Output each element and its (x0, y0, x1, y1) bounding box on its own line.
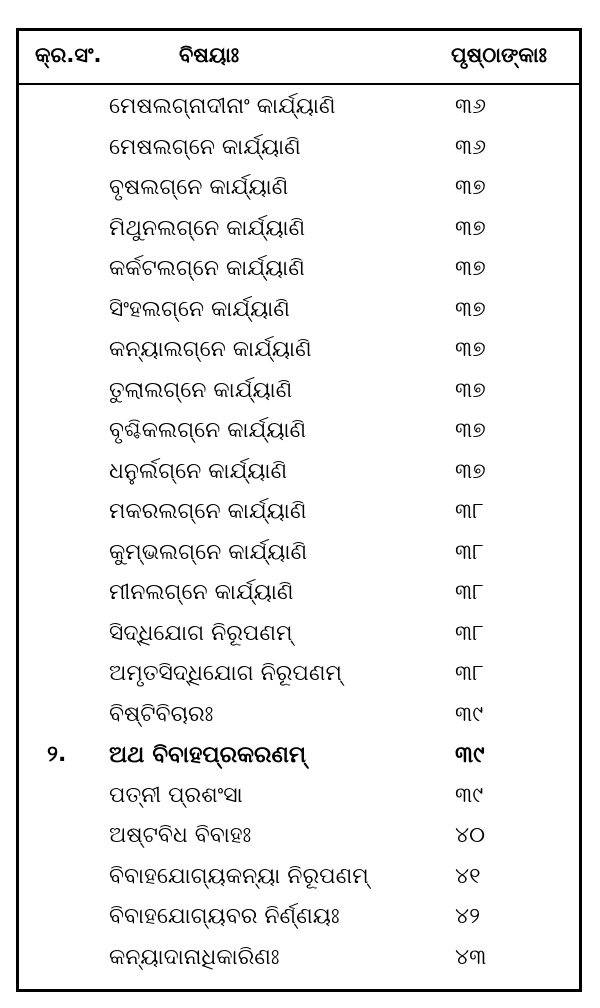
table-row (19, 939, 579, 980)
entry-title: ବିଷ୍ଟିବିଚାରଃ (109, 701, 214, 727)
entry-title: ମେଷଲଗ୍ନେ କାର୍ଯ୍ୟାଣି (109, 134, 301, 160)
table-row (19, 534, 579, 575)
contents-table (16, 28, 582, 992)
entry-page: ୩୭ (455, 458, 486, 484)
entry-page: ୩୭ (455, 418, 486, 443)
section-page: ୩୯ (455, 742, 485, 768)
entry-page: ୩୯ (455, 701, 484, 727)
page-column-header: ପୃଷ୍ଠାଙ୍କାଃ (451, 43, 547, 67)
table-row (19, 817, 579, 858)
entry-title: ମୀନଲଗ୍ନେ କାର୍ଯ୍ୟାଣି (109, 580, 294, 605)
entry-title: ସିଂହଲଗ୍ନେ କାର୍ଯ୍ୟାଣି (109, 296, 290, 322)
entry-page: ୩୮ (455, 620, 484, 646)
table-row (19, 129, 579, 170)
serial-column-header: କ୍ର.ସଂ. (35, 43, 102, 67)
entry-page: ୩୮ (455, 580, 484, 605)
table-row (19, 615, 579, 656)
table-row (19, 574, 579, 615)
entry-page: ୩୭ (455, 377, 486, 403)
entry-page: ୩୮ (455, 499, 484, 524)
entry-page: ୩୯ (455, 782, 484, 808)
table-row (19, 453, 579, 494)
subject-column-header: ବିଷୟାଃ (179, 43, 240, 67)
entry-title: କନ୍ୟାଲଗ୍ନେ କାର୍ଯ୍ୟାଣି (109, 337, 312, 362)
table-row (19, 655, 579, 696)
entry-title: କୁମ୍ଭଲଗ୍ନେ କାର୍ଯ୍ୟାଣି (109, 539, 308, 565)
table-row (19, 169, 579, 210)
entry-title: ଅଷ୍ଟବିଧ ବିବାହଃ (109, 823, 252, 848)
table-header (19, 31, 579, 85)
entry-title: ବୃଶ୍ଚିକଲଗ୍ନେ କାର୍ଯ୍ୟାଣି (109, 418, 307, 443)
table-row (19, 372, 579, 413)
entry-page: ୪୦ (455, 823, 486, 848)
entry-title: ମେଷଲଗ୍ନାଦୀନାଂ କାର୍ଯ୍ୟାଣି (109, 94, 336, 119)
section-heading-row (19, 736, 579, 777)
entry-page: ୩୮ (455, 661, 484, 686)
table-row (19, 291, 579, 332)
table-row (19, 858, 579, 899)
entry-title: ଧନୁର୍ଲଗ୍ନେ କାର୍ଯ୍ୟାଣି (109, 458, 288, 484)
table-row (19, 88, 579, 129)
entry-title: କନ୍ୟାଦାନାଧିକାରିଣଃ (109, 944, 280, 970)
table-row (19, 777, 579, 818)
table-row (19, 412, 579, 453)
section-title: ଅଥ ବିବାହପ୍ରକରଣମ୍ (109, 742, 307, 768)
entry-page: ୩୬ (455, 94, 487, 119)
entry-title: କର୍କଟଲଗ୍ନେ କାର୍ଯ୍ୟାଣି (109, 256, 305, 281)
table-row (19, 210, 579, 251)
entry-page: ୩୮ (455, 539, 484, 565)
entry-page: ୪୧ (455, 863, 481, 889)
entry-title: ତୁଲାଲଗ୍ନେ କାର୍ଯ୍ୟାଣି (109, 377, 293, 403)
entry-page: ୪୩ (455, 944, 487, 970)
entry-title: ବିବାହଯୋଗ୍ୟକନ୍ୟା ନିରୂପଣମ୍ (109, 863, 369, 889)
table-row (19, 250, 579, 291)
table-body (19, 88, 579, 979)
entry-page: ୪୨ (455, 904, 481, 929)
entry-title: ଅମୃତସିଦ୍ଧିଯୋଗ ନିରୂପଣମ୍ (109, 661, 342, 686)
entry-title: ବିବାହଯୋଗ୍ୟବର ନିର୍ଣ୍ଣୟଃ (109, 904, 340, 929)
entry-title: ମିଥୁନଲଗ୍ନେ କାର୍ଯ୍ୟାଣି (109, 215, 306, 241)
entry-title: ସିଦ୍ଧିଯୋଗ ନିରୂପଣମ୍ (109, 620, 293, 646)
table-row (19, 898, 579, 939)
entry-title: ବୃଷଲଗ୍ନେ କାର୍ଯ୍ୟାଣି (109, 175, 289, 200)
table-row (19, 696, 579, 737)
section-number: ୨. (47, 742, 67, 767)
table-row (19, 331, 579, 372)
entry-page: ୩୭ (455, 175, 486, 200)
entry-page: ୩୬ (455, 134, 487, 160)
entry-page: ୩୭ (455, 215, 486, 241)
table-row (19, 493, 579, 534)
entry-page: ୩୭ (455, 256, 486, 281)
entry-page: ୩୭ (455, 296, 486, 322)
entry-page: ୩୭ (455, 337, 486, 362)
entry-title: ପତ୍ନୀ ପ୍ରଶଂସା (109, 782, 243, 808)
entry-title: ମକରଲଗ୍ନେ କାର୍ଯ୍ୟାଣି (109, 499, 307, 524)
